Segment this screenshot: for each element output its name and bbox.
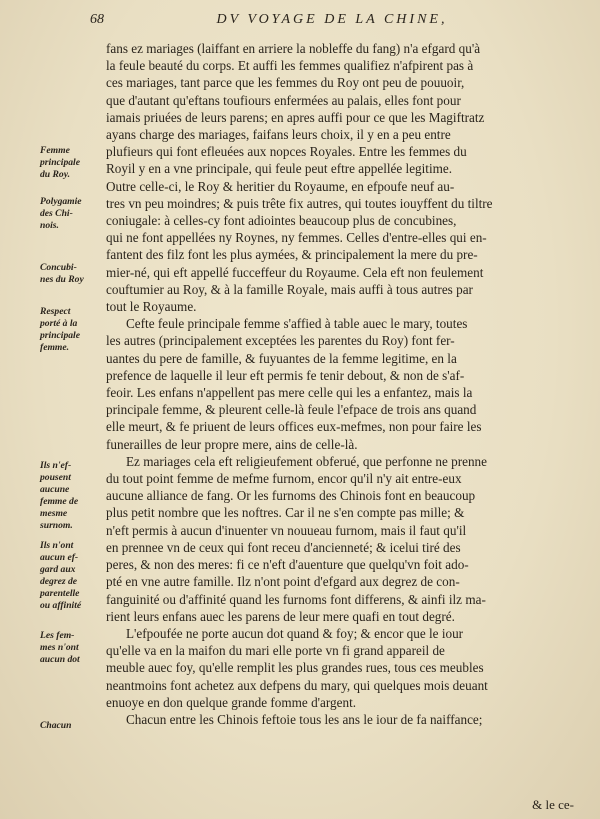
page-header xyxy=(84,12,580,36)
margin-note xyxy=(40,460,108,532)
text-line: Royil y en a vne principale, qui feule peut eftre appellée legitime. xyxy=(106,161,453,177)
text-line: Cefte feule principale femme s'affied à table auec le mary, toutes xyxy=(126,316,468,332)
text-line: tout le Royaume. xyxy=(106,299,197,315)
text-line: fans ez mariages (laiffant en arriere la nobleffe du fang) n'a efgard qu'à xyxy=(106,41,481,56)
margin-note-line: Polygamie xyxy=(40,196,82,207)
margin-note-line: mes n'ont xyxy=(40,642,79,653)
text-line: mier-né, qui eft appellé fucceffeur du Royaume. Cela eft non feulement xyxy=(106,264,484,280)
margin-note xyxy=(40,540,108,612)
running-head: DV VOYAGE DE LA CHINE, xyxy=(216,12,448,27)
margin-note-line: porté à la xyxy=(40,318,78,329)
text-line: la feule beauté du corps. Et auffi les femmes qualifiez n'afpirent pas à xyxy=(106,58,474,74)
paragraph xyxy=(106,711,578,728)
margin-note-line: surnom. xyxy=(40,520,73,531)
margin-note-line: femme. xyxy=(40,342,70,353)
text-line: n'eft permis à aucun d'inuenter vn nouueau furnom, mais il faut qu'il xyxy=(106,522,467,538)
paragraph xyxy=(106,40,578,315)
margin-note-line: aucune xyxy=(40,484,70,495)
text-line: en prennee vn de ceux qui font receu d'ancienneté; & icelui tiré des xyxy=(106,539,461,555)
margin-note-line: mesme xyxy=(40,508,68,519)
paragraph xyxy=(106,453,578,625)
margin-note xyxy=(40,196,108,232)
text-line: pté en vne autre famille. Ilz n'ont point d'efgard aux degrez de con- xyxy=(106,574,460,590)
margin-note xyxy=(40,145,108,181)
text-line: les autres (principalement exceptées les parentes du Roy) font fer- xyxy=(106,333,455,349)
text-line: tres vn peu moindres; & puis trête fix autres, qui toutes iouyffent du tiltre xyxy=(106,195,493,211)
body-text xyxy=(106,40,578,728)
margin-note-line: degrez de xyxy=(40,576,78,587)
text-line: Chacun entre les Chinois feftoie tous les ans le iour de fa naiffance; xyxy=(126,711,483,727)
text-line: Outre celle-ci, le Roy & heritier du Royaume, en efpoufe neuf au- xyxy=(106,178,455,194)
margin-note-line: nes du Roy xyxy=(40,274,84,285)
margin-note-line: Les fem- xyxy=(40,630,75,641)
text-line: peres, & non des meres: fi ce n'eft d'auenture que quelqu'vn foit ado- xyxy=(106,557,469,573)
text-line: meuble auec foy, qu'elle remplit les plus grandes rues, tous ces meubles xyxy=(106,660,484,676)
text-line: ces mariages, tant parce que les femmes du Roy ont peu de pouuoir, xyxy=(106,75,465,91)
text-line: fantent des filz font les plus aymées, & principalement la mere du pre- xyxy=(106,247,478,263)
text-line: prefence de laquelle il leur eft permis fe tenir debout, & non de s'af- xyxy=(106,367,465,383)
margin-note xyxy=(40,630,108,666)
margin-note-line: Respect xyxy=(40,306,71,317)
text-line: elle meurt, & fe priuent de leurs offices eux-mefmes, non pour faire les xyxy=(106,419,482,435)
text-line: du tout point femme de mefme furnom, encor qu'il n'y ait entre-eux xyxy=(106,471,462,487)
text-line: rient leurs enfans auec les parens de leur mere quafi en tout degré. xyxy=(106,608,455,624)
text-line: neantmoins font achetez aux defpens du mary, qui quelques mois deuant xyxy=(106,677,488,693)
margin-note-line: ou affinité xyxy=(40,600,82,611)
text-line: funerailles de leur propre mere, ains de celle-là. xyxy=(106,436,358,452)
margin-note xyxy=(40,720,108,732)
text-line: ayans charge des mariages, faifans leurs choix, il y en a peu entre xyxy=(106,127,451,143)
margin-note xyxy=(40,262,108,286)
margin-note-line: Chacun xyxy=(40,720,72,731)
margin-note-line: Femme xyxy=(40,145,70,156)
margin-note-line: aucun ef- xyxy=(40,552,79,563)
text-line: qu'elle va en la maifon du mari elle porte vn fi grand appareil de xyxy=(106,643,445,659)
margin-note-line: pousent xyxy=(40,472,71,483)
catchword: & le ce- xyxy=(532,797,574,812)
text-line: plufieurs qui font efleuées aux nopces Royales. Entre les femmes du xyxy=(106,144,467,160)
text-line: aucune alliance de fang. Or les furnoms des Chinois font en beaucoup xyxy=(106,488,476,504)
margin-note-line: aucun dot xyxy=(40,654,80,665)
margin-note-line: parentelle xyxy=(40,588,80,599)
text-line: qui ne font appellées ny Roynes, ny femmes. Celles d'entre-elles qui en- xyxy=(106,230,487,246)
margin-note-line: gard aux xyxy=(40,564,76,575)
text-line: coniugale: à celles-cy font adiointes beaucoup plus de concubines, xyxy=(106,213,457,229)
margin-note-line: nois. xyxy=(40,220,59,231)
text-line: fanguinité ou d'affinité quand les furnoms font differens, & ainfi ilz ma- xyxy=(106,591,486,607)
text-line: enuoye en don quelque grande fomme d'argent. xyxy=(106,694,357,710)
text-line: feoir. Les enfans n'appellent pas mere celle qui les a enfantez, mais la xyxy=(106,385,473,401)
text-line: principale femme, & pleurent celle-là feule l'efpace de trois ans quand xyxy=(106,402,477,418)
margin-note-line: Ils n'ef- xyxy=(40,460,72,471)
margin-note-line: principale xyxy=(40,157,80,168)
paragraph xyxy=(106,625,578,711)
text-line: que d'autant qu'eftans toufiours enfermées au palais, elles font pour xyxy=(106,92,461,108)
text-line: uantes du pere de famille, & fuyuantes de la femme legitime, en la xyxy=(106,350,457,366)
margin-note-line: Ils n'ont xyxy=(40,540,74,551)
margin-note xyxy=(40,306,108,354)
text-line: Ez mariages cela eft religieufement obferué, que perfonne ne prenne xyxy=(126,453,488,469)
text-line: L'efpoufée ne porte aucun dot quand & foy; & encor que le iour xyxy=(126,625,464,641)
margin-note-line: du Roy. xyxy=(40,169,71,180)
page-number: 68 xyxy=(90,12,104,27)
text-line: iamais priuées de leurs parens; en apres auffi pour ce que les Magiftratz xyxy=(106,109,485,125)
text-line: couftumier au Roy, & à la famille Royale, mais auffi à tous autres par xyxy=(106,281,473,297)
margin-note-line: principale xyxy=(40,330,80,341)
paragraph xyxy=(106,315,578,453)
margin-note-line: femme de xyxy=(40,496,79,507)
margin-note-line: des Chi- xyxy=(40,208,73,219)
margin-note-line: Concubi- xyxy=(40,262,77,273)
text-line: plus petit nombre que les noftres. Car il ne s'en compte pas mille; & xyxy=(106,505,465,521)
